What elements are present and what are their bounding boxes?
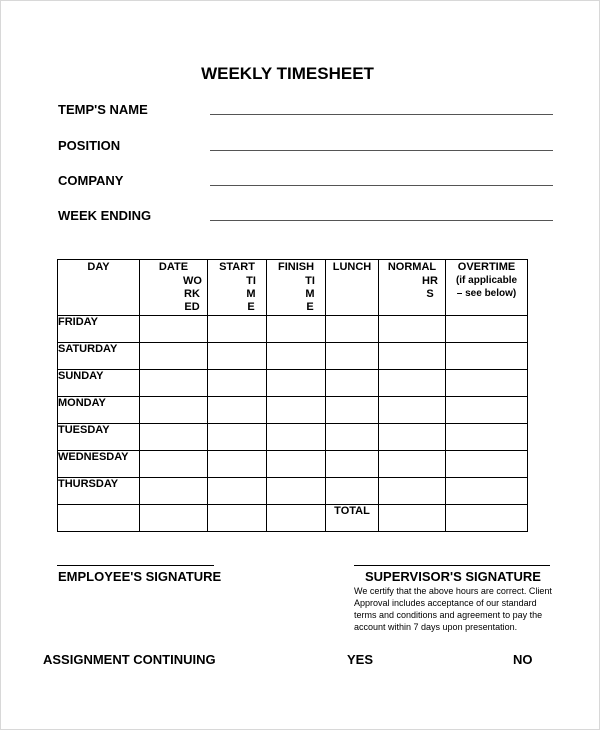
table-row — [58, 397, 528, 424]
total-normal-cell[interactable] — [379, 505, 446, 532]
overtime-cell[interactable] — [446, 478, 528, 505]
overtime-cell[interactable] — [446, 316, 528, 343]
col-header-date: DATE WO RK ED — [140, 260, 208, 316]
position-field[interactable] — [210, 150, 553, 151]
total-blank-cell — [140, 505, 208, 532]
normal-hrs-cell[interactable] — [379, 451, 446, 478]
start-cell[interactable] — [208, 397, 267, 424]
col-header-lunch: LUNCH — [326, 260, 379, 316]
temps-name-field[interactable] — [210, 114, 553, 115]
date-cell[interactable] — [140, 343, 208, 370]
supervisor-signature-line[interactable] — [354, 565, 550, 566]
overtime-cell[interactable] — [446, 370, 528, 397]
day-cell: TUESDAY — [58, 424, 140, 451]
lunch-cell[interactable] — [326, 316, 379, 343]
start-cell[interactable] — [208, 343, 267, 370]
date-cell[interactable] — [140, 316, 208, 343]
table-row — [58, 343, 528, 370]
normal-hrs-cell[interactable] — [379, 478, 446, 505]
lunch-cell[interactable] — [326, 370, 379, 397]
start-cell[interactable] — [208, 370, 267, 397]
overtime-cell[interactable] — [446, 397, 528, 424]
certification-text: We certify that the above hours are correct. Client Approval includes acceptance of our standard terms and conditions and agreement to pay the account within 7 days upon presentation. — [354, 586, 552, 632]
normal-hrs-cell[interactable] — [379, 316, 446, 343]
company-label: COMPANY — [58, 173, 124, 188]
day-cell: WEDNESDAY — [58, 451, 140, 478]
col-header-overtime: OVERTIME (if applicable – see below) — [446, 260, 528, 316]
week-ending-label: WEEK ENDING — [58, 208, 152, 223]
total-blank-cell — [208, 505, 267, 532]
assignment-continuing-label: ASSIGNMENT CONTINUING — [43, 652, 216, 667]
overtime-cell[interactable] — [446, 451, 528, 478]
table-row — [58, 478, 528, 505]
position-label: POSITION — [58, 138, 121, 153]
lunch-cell[interactable] — [326, 397, 379, 424]
total-row — [58, 505, 528, 532]
start-cell[interactable] — [208, 316, 267, 343]
company-field[interactable] — [210, 185, 553, 186]
normal-hrs-cell[interactable] — [379, 343, 446, 370]
yes-option[interactable]: YES — [347, 652, 374, 667]
day-cell: SATURDAY — [58, 343, 140, 370]
finish-cell[interactable] — [267, 478, 326, 505]
day-cell: FRIDAY — [58, 316, 140, 343]
lunch-cell[interactable] — [326, 424, 379, 451]
table-row — [58, 451, 528, 478]
start-cell[interactable] — [208, 424, 267, 451]
start-cell[interactable] — [208, 478, 267, 505]
normal-hrs-cell[interactable] — [379, 424, 446, 451]
day-cell: SUNDAY — [58, 370, 140, 397]
finish-cell[interactable] — [267, 397, 326, 424]
total-blank-cell — [58, 505, 140, 532]
finish-cell[interactable] — [267, 451, 326, 478]
day-cell: THURSDAY — [58, 478, 140, 505]
lunch-cell[interactable] — [326, 343, 379, 370]
date-cell[interactable] — [140, 397, 208, 424]
total-blank-cell — [267, 505, 326, 532]
total-label: TOTAL — [326, 505, 379, 532]
week-ending-field[interactable] — [210, 220, 553, 221]
temps-name-label: TEMP'S NAME — [58, 102, 148, 117]
finish-cell[interactable] — [267, 424, 326, 451]
finish-cell[interactable] — [267, 343, 326, 370]
start-cell[interactable] — [208, 451, 267, 478]
normal-hrs-cell[interactable] — [379, 397, 446, 424]
col-header-start: START TI M E — [208, 260, 267, 316]
page-title: WEEKLY TIMESHEET — [201, 64, 374, 83]
normal-hrs-cell[interactable] — [379, 370, 446, 397]
col-header-day: DAY — [58, 260, 140, 316]
finish-cell[interactable] — [267, 316, 326, 343]
overtime-cell[interactable] — [446, 424, 528, 451]
col-header-finish: FINISH TI M E — [267, 260, 326, 316]
lunch-cell[interactable] — [326, 478, 379, 505]
date-cell[interactable] — [140, 424, 208, 451]
date-cell[interactable] — [140, 370, 208, 397]
finish-cell[interactable] — [267, 370, 326, 397]
employee-signature-line[interactable] — [57, 565, 214, 566]
table-row — [58, 370, 528, 397]
col-header-normal: NORMAL HR S — [379, 260, 446, 316]
table-row — [58, 424, 528, 451]
date-cell[interactable] — [140, 478, 208, 505]
overtime-cell[interactable] — [446, 343, 528, 370]
no-option[interactable]: NO — [513, 652, 533, 667]
supervisor-signature-label: SUPERVISOR'S SIGNATURE — [365, 569, 541, 584]
total-overtime-cell[interactable] — [446, 505, 528, 532]
table-row — [58, 316, 528, 343]
day-cell: MONDAY — [58, 397, 140, 424]
date-cell[interactable] — [140, 451, 208, 478]
timesheet-table — [57, 259, 528, 532]
lunch-cell[interactable] — [326, 451, 379, 478]
employee-signature-label: EMPLOYEE'S SIGNATURE — [58, 569, 222, 584]
table-header-row — [58, 260, 528, 316]
